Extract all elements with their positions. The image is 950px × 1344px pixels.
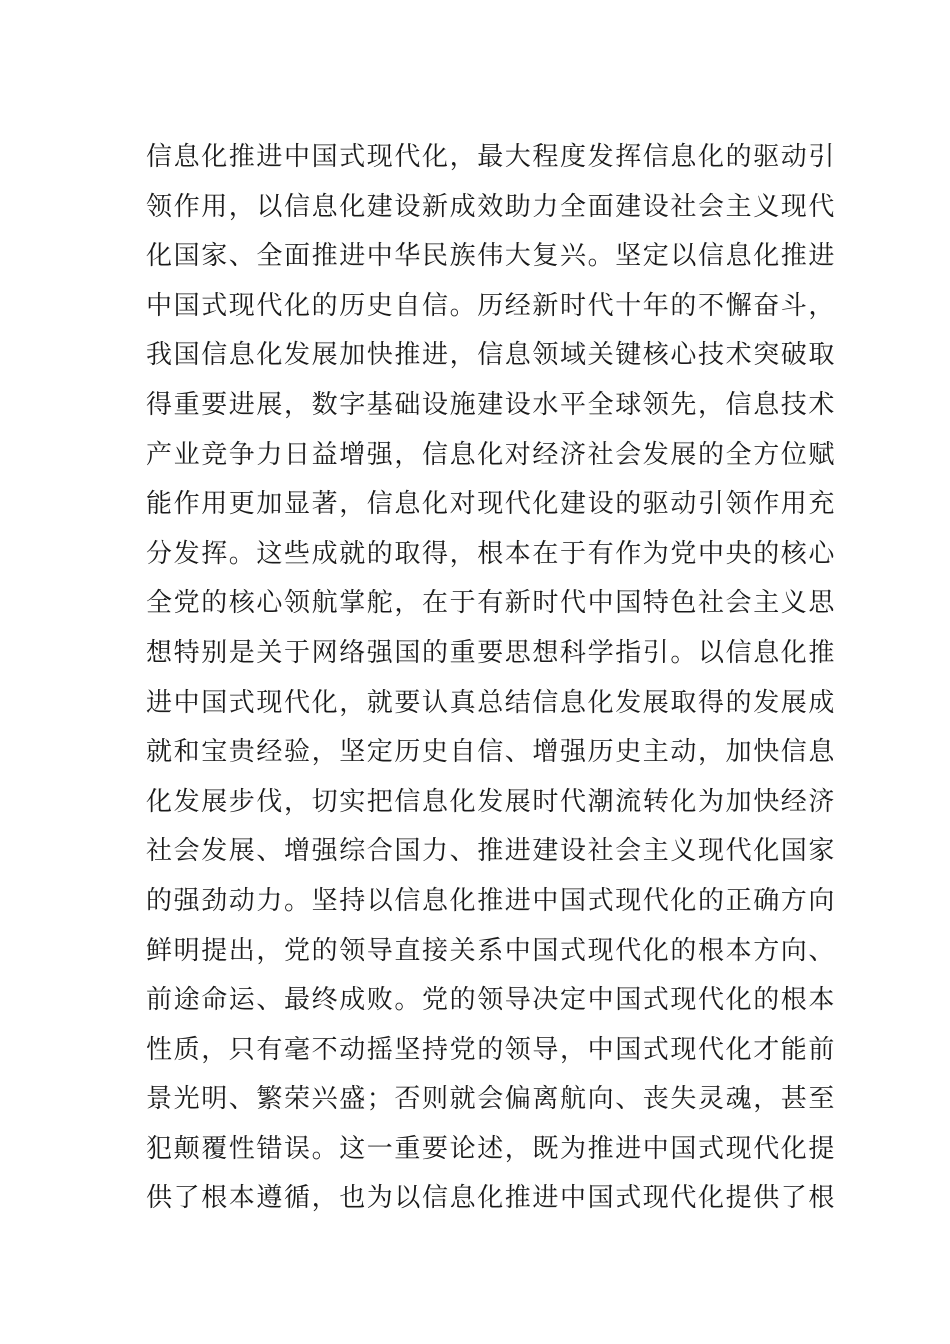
text-line-9: 分发挥。这些成就的取得，根本在于有作为党中央的核心 (146, 538, 837, 569)
text-line-5: 我国信息化发展加快推进，信息领域关键核心技术突破取 (146, 340, 837, 371)
text-line-17: 鲜明提出，党的领导直接关系中国式现代化的根本方向、 (146, 935, 837, 966)
text-line-18: 前途命运、最终成败。党的领导决定中国式现代化的根本 (146, 985, 837, 1016)
text-line-12: 进中国式现代化，就要认真总结信息化发展取得的发展成 (146, 687, 837, 718)
text-line-2: 领作用，以信息化建设新成效助力全面建设社会主义现代 (146, 191, 837, 222)
text-line-14: 化发展步伐，切实把信息化发展时代潮流转化为加快经济 (146, 786, 837, 817)
text-line-1: 信息化推进中国式现代化，最大程度发挥信息化的驱动引 (146, 142, 837, 172)
text-line-16: 的强劲动力。坚持以信息化推进中国式现代化的正确方向 (146, 885, 837, 916)
text-line-22: 供了根本遵循，也为以信息化推进中国式现代化提供了根 (146, 1183, 837, 1214)
text-line-11: 想特别是关于网络强国的重要思想科学指引。以信息化推 (146, 637, 837, 668)
text-line-10: 全党的核心领航掌舵，在于有新时代中国特色社会主义思 (146, 588, 837, 619)
text-line-6: 得重要进展，数字基础设施建设水平全球领先，信息技术 (146, 389, 837, 420)
text-line-7: 产业竞争力日益增强，信息化对经济社会发展的全方位赋 (146, 439, 837, 470)
text-line-15: 社会发展、增强综合国力、推进建设社会主义现代化国家 (146, 836, 837, 867)
text-line-8: 能作用更加显著，信息化对现代化建设的驱动引领作用充 (146, 489, 837, 520)
text-line-13: 就和宝贵经验，坚定历史自信、增强历史主动，加快信息 (146, 737, 837, 768)
body-text (146, 133, 837, 1224)
text-line-21: 犯颠覆性错误。这一重要论述，既为推进中国式现代化提 (146, 1133, 837, 1164)
text-line-4: 中国式现代化的历史自信。历经新时代十年的不懈奋斗， (146, 290, 837, 321)
text-line-3: 化国家、全面推进中华民族伟大复兴。坚定以信息化推进 (146, 241, 837, 272)
text-line-19: 性质，只有毫不动摇坚持党的领导，中国式现代化才能前 (146, 1034, 837, 1065)
text-line-20: 景光明、繁荣兴盛；否则就会偏离航向、丧失灵魂，甚至 (146, 1084, 837, 1115)
